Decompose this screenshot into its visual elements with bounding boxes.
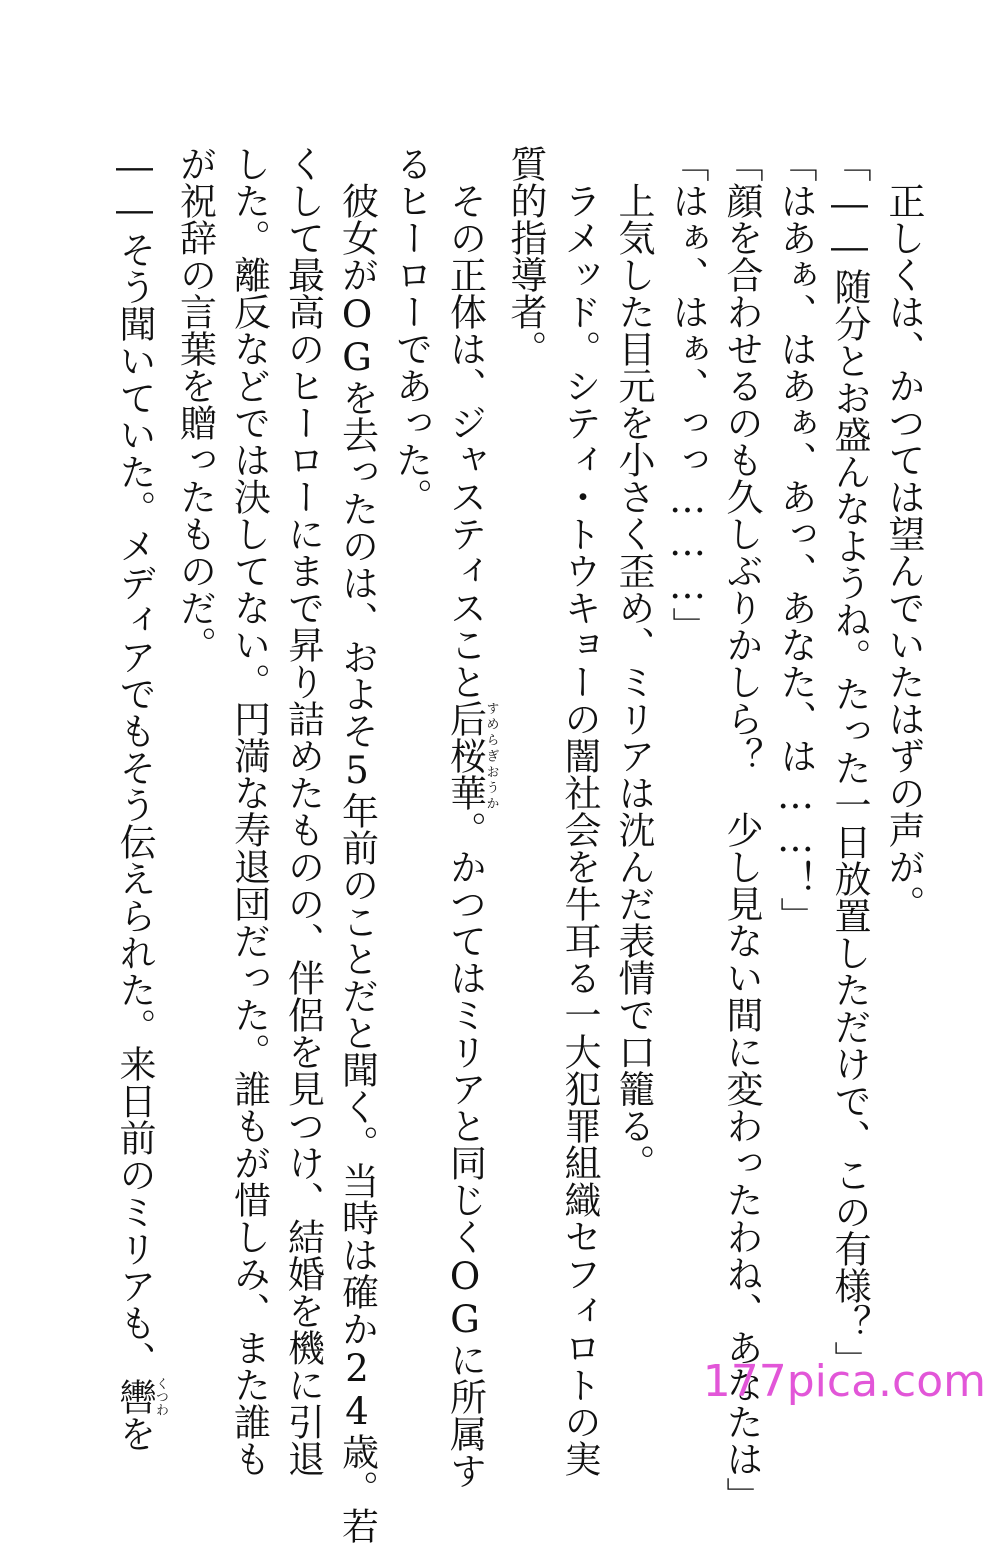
text-line-8: 質的指導者。 [504,145,547,367]
text-line-15-before: ――そう聞いていた。メディアでもそう伝えられた。来日前のミリアも、 [113,145,156,1378]
ruby-sumeragi-ouka [443,700,499,811]
text-line-12: くして最高のヒーローにまで昇り詰めたものの、伴侶を見つけ、結婚を機に引退 [281,145,325,1477]
text-line-15 [107,145,168,1452]
text-line-9 [438,145,499,1489]
text-line-10: るヒーローであった。 [389,145,433,515]
text-line-9-before: その正体は、ジャスティスこと [443,145,487,700]
ruby-reading-sumeragi-ouka: すめらぎおうか [483,700,499,811]
text-line-14: が祝辞の言葉を贈ったものだ。 [173,145,217,663]
text-line-6: 上気した目元を小さく歪め、ミリアは沈んだ表情で口籠る。 [612,145,655,1181]
text-line-13: した。離反などでは決してない。円満な寿退団だった。誰もが惜しみ、また誰も [227,145,271,1477]
ruby-base-sumeragi-ouka: 后桜華 [443,700,487,811]
ruby-kutsuwa [113,1377,168,1416]
text-line-9-after: 。かつてはミリアと同じくOGに所属す [443,811,487,1489]
text-line-2: 「――随分とお盛んなようね。たった一日放置しただけで、この有様？」 [828,145,871,1378]
text-line-5: 「はぁ、はぁ、っっ………」 [666,145,709,644]
text-line-4: 「顔を合わせるのも久しぶりかしら？ 少し見ない間に変わったわね、あなたは」 [720,145,763,1514]
ruby-base-kutsuwa: 轡 [113,1377,156,1416]
text-line-7: ラメッド。シティ・トウキョーの闇社会を牛耳る一大犯罪組織セフィロトの実 [558,145,601,1477]
ruby-reading-kutsuwa: くつわ [153,1377,168,1416]
watermark-text: 177pica.com [702,1356,986,1407]
text-line-3: 「はあぁ、はあぁ、あっ、あなた、は……！」 [774,145,817,934]
text-line-11: 彼女がOGを去ったのは、およそ5年前のことだと聞く。当時は確か24歳。若 [335,145,379,1544]
text-line-1: 正しくは、かつては望んでいたはずの声が。 [882,145,925,922]
text-line-15-after: を [113,1415,156,1452]
